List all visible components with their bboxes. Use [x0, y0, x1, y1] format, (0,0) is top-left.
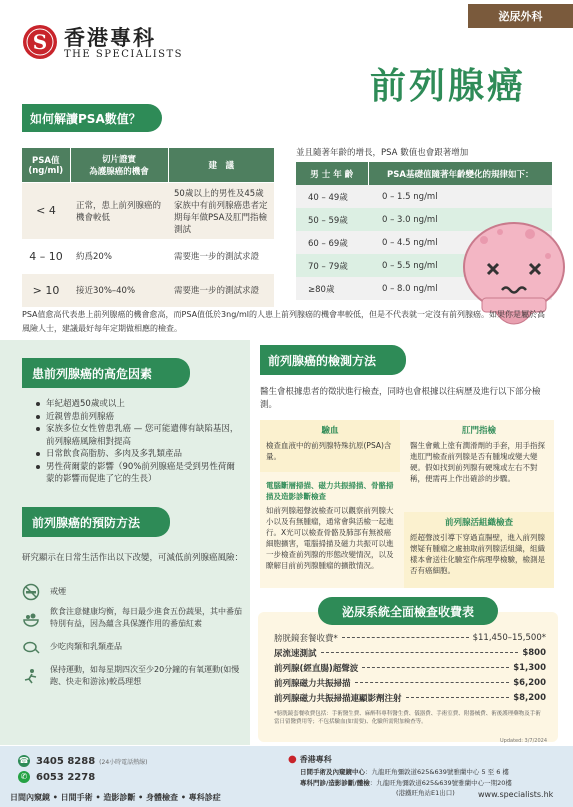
- company-name: ● 香港專科: [288, 754, 332, 765]
- logo: [22, 22, 192, 64]
- detection-intro: 醫生會根據患者的徵狀進行檢查，同時也會根據以往病歷及進行以下部分檢測。: [260, 387, 541, 410]
- risk-list: [36, 398, 240, 486]
- updated-date: Updated: 3/7/2024: [500, 738, 548, 744]
- prevention-intro: 研究顯示在日常生活作出以下改變，可減低前列腺癌風險：: [22, 553, 244, 563]
- meat-icon: [22, 638, 40, 656]
- svg-text:S: S: [32, 30, 48, 54]
- imaging-block: 電腦斷層掃描、磁力共振掃描、骨骼掃描及造影診斷檢查 如前列腺超聲波檢查可以觀察前列腺大小以及有無腫瘤，通常會與活檢一起進行。X光可以檢查骨骼及肺部有無被癌細胞擴害，電腦掃描及磁力共振可以進一步檢查前列腺的形態改變情況，以及瞭解目前前列腺腫瘤的擴散情況。: [260, 476, 400, 588]
- address-2: 專科門診/造影診斷/體檢：九龍旺角彌敦道625&639號雅蘭中心一期20樓: [300, 779, 512, 787]
- no-smoking-icon: [22, 583, 40, 601]
- page-title: 前列腺癌: [370, 66, 527, 107]
- logo-english: THE SPECIALISTS: [64, 49, 184, 60]
- age-intro: 並且隨著年齡的增長，PSA 數值也會跟著增加: [296, 148, 469, 158]
- list-item: 飲食注意健康均衡，每日最少進食五份蔬果，其中番茄特別有益，因為蘊含具保護作用的番茄紅素: [22, 606, 244, 630]
- biopsy-block: 前列腺活組織檢查 經超聲波引導下穿過直腸壁，進入前列腺懷疑有腫瘤之處抽取前列腺活組織，組織樣本會送往化驗室作病理學檢驗，檢測是否有癌細胞。: [404, 512, 554, 588]
- list-item: 家族多位女性曾患乳癌 — 您可能遺傳有缺陷基因，前列腺癌風險相對提高: [36, 423, 240, 448]
- psa-header-value: PSA值 (ng/ml): [22, 148, 70, 182]
- list-item: 戒煙: [22, 580, 244, 604]
- phone-icon: ☎: [19, 756, 29, 765]
- table-row: 60 – 69歲 0 – 4.5 ng/ml: [296, 231, 552, 254]
- logo-chinese: 香港專科: [64, 25, 156, 50]
- table-row: 前列腺磁力共振掃描 $6,200: [274, 677, 546, 689]
- fees-list: [274, 630, 546, 705]
- list-item: 年紀超過50歲或以上: [36, 398, 240, 411]
- table-row: 4 – 10 約爲20% 需要進一步的測試求證: [22, 239, 274, 273]
- detection-section-tab: 前列腺癌的檢測方法: [260, 345, 406, 375]
- fees-footnote: *膀胱鏡套餐收費包括：手術醫生費、麻醉科專科醫生費、儀器費、手術室費、附器械費、術後護理藥物及手術當日留醫費用等；不包括驗血(如需要)、化驗所需附加檢查等。: [274, 711, 541, 725]
- age-table: 男 士 年 齡 PSA基礎值隨著年齡變化的規律如下： 40 – 49歲 0 – 1.5 ng/ml 50 – 59歲 0 – 3.0 ng/ml 60 – 69歲 0 – 4.5 ng/ml 70 – 79歲 0 – 5.5 ng/ml ≥80歲 0 – 8.0 ng/ml: [296, 162, 552, 300]
- address-1: 日間手術及內窺鏡中心：九龍旺角彌敦道625&639號雅蘭中心 5 至 6 樓: [300, 768, 509, 776]
- website-link[interactable]: www.specialists.hk: [478, 790, 554, 799]
- risk-section-tab: 患前列腺癌的高危因素: [22, 358, 190, 388]
- psa-table: [22, 148, 274, 308]
- prevention-list: [22, 580, 244, 688]
- psa-header-chance: 切片證實 為護腺癌的機會: [70, 148, 168, 182]
- table-row: 前列腺(經直腸)超聲波 $1,300: [274, 662, 546, 674]
- table-row: 50 – 59歲 0 – 3.0 ng/ml: [296, 208, 552, 231]
- address-2-note: (港鐵旺角站E1出口): [396, 789, 455, 797]
- list-item: 保持運動，如每星期四次至少20分鐘的有氧運動(如慢跑、快走和游泳)較爲理想: [22, 664, 244, 688]
- phone-line-1: ☎ 3405 8288 (24小時電話熱線): [19, 755, 148, 767]
- list-item: 少吃肉類和乳類產品: [22, 634, 244, 660]
- exercise-icon: [22, 668, 40, 686]
- list-item: 日常飲食高脂肪、多肉及多乳類產品: [36, 448, 240, 461]
- psa-header-advice: 建 議: [168, 148, 274, 182]
- table-row: < 4 正常，患上前列腺癌的機會較低 50歲以上的男性及45歲家族中有前列腺癌患者定期每年做PSA及肛門指檢測試: [22, 182, 274, 239]
- phone-line-2: ✆ 6053 2278: [18, 771, 95, 783]
- table-row: 前列腺磁力共振掃描連顯影劑注射 $8,200: [274, 692, 546, 704]
- table-row: > 10 接近30%–40% 需要進一步的測試求證: [22, 273, 274, 307]
- blood-test-block: 驗血 檢查血液中的前列腺特殊抗原(PSA)含量。: [260, 420, 400, 472]
- psa-note: PSA值愈高代表患上前列腺癌的機會愈高，而PSA值低於3ng/ml的人患上前列腺癌的機會率較低，但是不代表就一定沒有前列腺癌。如果你是屬於高風險人士，建議最好每年定期做相應的檢查。: [22, 310, 545, 333]
- detection-grid: [260, 420, 554, 588]
- table-row: 尿流速測試 $800: [274, 647, 546, 659]
- logo-s-icon: [22, 24, 58, 60]
- table-row: 膀胱鏡套餐收費* $11,450–15,500*: [274, 632, 546, 644]
- services-line: 日間內窺鏡 • 日間手術 • 造影診斷 • 身體檢查 • 專科診症: [10, 793, 221, 802]
- whatsapp-icon: ✆: [18, 771, 30, 783]
- table-row: ≥80歲 0 – 8.0 ng/ml: [296, 277, 552, 300]
- department-tab: 泌尿外科: [468, 4, 573, 28]
- list-item: 近親曾患前列腺癌: [36, 411, 240, 424]
- fees-section-tab: 泌尿系統全面檢查收費表: [318, 597, 498, 625]
- prevention-section-tab: 前列腺癌的預防方法: [22, 507, 170, 537]
- location-pin-icon: ●: [288, 754, 297, 765]
- list-item: 男性荷爾蒙的影響（90%前列腺癌是受到男性荷爾蒙的影響而促進了它的生長）: [36, 461, 240, 486]
- dre-block: 肛門指檢 醫生會戴上塗有潤滑劑的手套，用手指探進肛門檢查前列腺是否有腫塊或變大變硬。假如找到前列腺有硬塊或左右不對稱，便需再上作出確診的步驟。: [404, 420, 554, 508]
- table-row: 70 – 79歲 0 – 5.5 ng/ml: [296, 254, 552, 277]
- table-row: 40 – 49歲 0 – 1.5 ng/ml: [296, 185, 552, 208]
- food-icon: [22, 610, 40, 628]
- footer: [0, 746, 573, 807]
- psa-section-tab: 如何解讀PSA數值？: [22, 104, 162, 132]
